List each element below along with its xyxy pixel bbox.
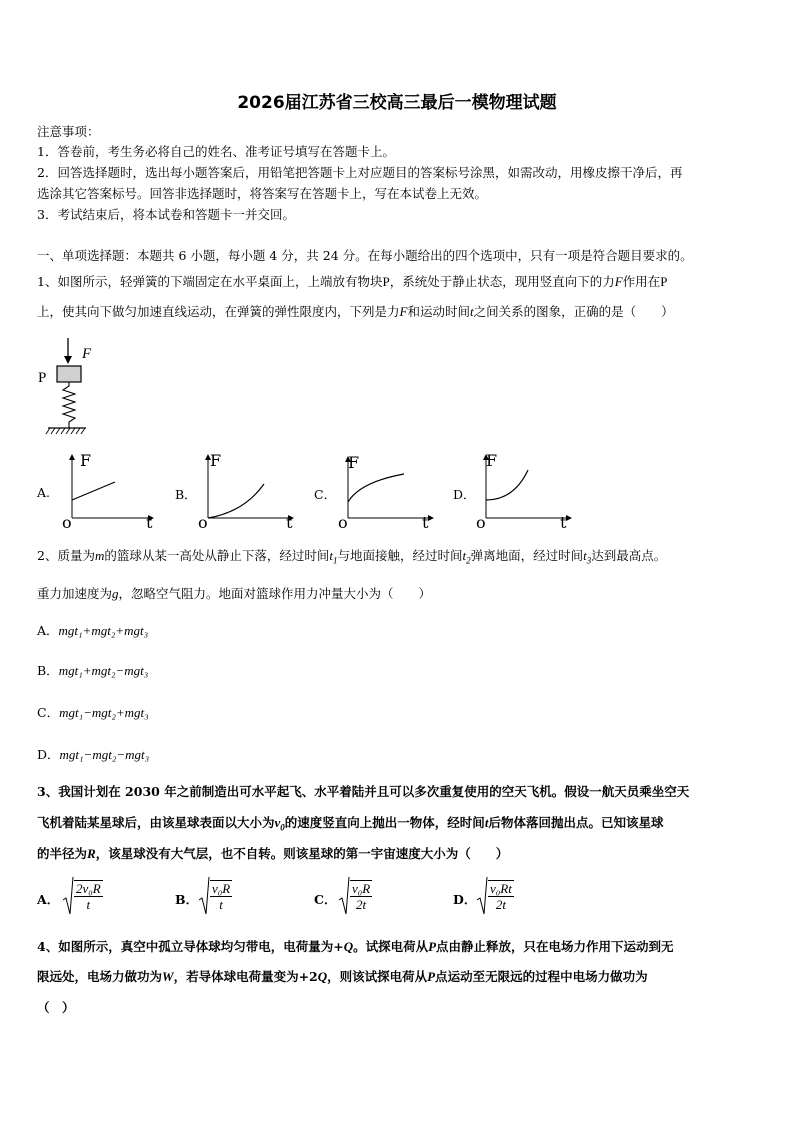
notice-heading: 注意事项：: [37, 124, 100, 139]
q3-option-c-expr: $\frac{\text{v₀R}}{2t}$: [338, 876, 372, 920]
sqrt-symbol: [198, 876, 210, 916]
sqrt-symbol: [62, 876, 74, 916]
q1-option-c-label[interactable]: C．: [314, 487, 337, 502]
q3-option-a-label[interactable]: A．: [37, 892, 60, 907]
q4-line-1: 4、如图所示，真空中孤立导体球均匀带电，电荷量为+Q。试探电荷从P点由静止释放，只在电场力作用下运动到无: [37, 939, 674, 954]
block-P: [57, 366, 81, 382]
q1-option-a-label[interactable]: A.: [37, 485, 51, 500]
q1-option-b-label[interactable]: B．: [175, 487, 197, 502]
svg-text:F: F: [210, 452, 222, 470]
q1-option-b-graph: [196, 452, 296, 530]
q1-option-d-graph: [474, 452, 574, 530]
section-heading: 一、单项选择题：本题共 6 小题，每小题 4 分，共 24 分。在每小题给出的四个选项中，只有一项是符合题目要求的。: [37, 248, 693, 263]
sqrt-symbol: [338, 876, 350, 916]
q3-line-1: 3、我国计划在 2030 年之前制造出可水平起飞、水平着陆并且可以多次重复使用的空天飞机。假设一航天员乘坐空天: [37, 784, 690, 799]
q1-option-d-label[interactable]: D．: [453, 487, 476, 502]
q2-option-b[interactable]: B．mgt₁+mgt₂−mgt₃: [37, 663, 149, 678]
q3-option-b-expr: $\frac{\text{v₀R}}{t}$: [198, 876, 232, 920]
svg-text:o: o: [198, 513, 208, 530]
q1-line-1: 1、如图所示，轻弹簧的下端固定在水平桌面上，上端放有物块P，系统处于静止状态，现用竖直向下的力F作用在P: [37, 274, 668, 289]
svg-text:o: o: [62, 513, 72, 530]
q2-option-a[interactable]: A．mgt₁+mgt₂+mgt₃: [37, 623, 149, 638]
q2-option-d[interactable]: D．mgt₁−mgt₂−mgt₃: [37, 747, 150, 762]
svg-text:o: o: [476, 513, 486, 530]
sqrt-symbol: [476, 876, 488, 916]
svg-text:t: t: [560, 513, 567, 530]
svg-text:t: t: [286, 513, 293, 530]
q4-answer-blank: （ ）: [37, 1000, 75, 1015]
spring: [63, 382, 75, 428]
svg-text:t: t: [422, 513, 429, 530]
svg-text:t: t: [146, 513, 153, 530]
q3-line-3: 的半径为R，该星球没有大气层，也不自转。则该星球的第一宇宙速度大小为（ ）: [37, 846, 509, 861]
notice-item-1: 1．答卷前，考生务必将自己的姓名、准考证号填写在答题卡上。: [37, 144, 395, 159]
svg-text:F: F: [80, 452, 92, 470]
q3-option-c-label[interactable]: C．: [314, 892, 337, 907]
q1-option-a-graph: [60, 452, 155, 530]
q3-option-d-expr: $\frac{\text{v₀Rt}}{2t}$: [476, 876, 514, 920]
q1-fig-label-F: F: [82, 346, 92, 362]
q2-line-2: 重力加速度为g，忽略空气阻力。地面对篮球作用力冲量大小为（ ）: [37, 586, 432, 601]
svg-text:F: F: [486, 452, 498, 470]
page-title: 2026届江苏省三校高三最后一模物理试题: [237, 93, 557, 113]
svg-text:F: F: [348, 453, 360, 472]
q4-line-2: 限远处，电场力做功为W，若导体球电荷量变为+2Q，则该试探电荷从P点运动至无限远的过程中电场力做功为: [37, 969, 648, 984]
q2-option-c[interactable]: C．mgt₁−mgt₂+mgt₃: [37, 705, 149, 720]
notice-item-2-cont: 选涂其它答案标号。回答非选择题时，将答案写在答题卡上，写在本试卷上无效。: [37, 186, 488, 201]
q1-spring-figure: [36, 336, 106, 440]
svg-text:o: o: [338, 513, 348, 530]
notice-item-2: 2．回答选择题时，选出每小题答案后，用铅笔把答题卡上对应题目的答案标号涂黑，如需改动，用橡皮擦干净后，再: [37, 165, 683, 180]
q1-line-2: 上，使其向下做匀加速直线运动，在弹簧的弹性限度内，下列是力F和运动时间t之间关系的图象，正确的是（ ）: [37, 304, 674, 319]
q1-option-c-graph: [336, 452, 436, 530]
q3-line-2: 飞机着陆某星球后，由该星球表面以大小为$v_0$的速度竖直向上抛出一物体，经时间t后物体落回抛出点。已知该星球: [37, 815, 664, 833]
q3-option-d-label[interactable]: D．: [453, 892, 477, 907]
q2-line-1: 2、质量为m的篮球从某一高处从静止下落，经过时间$t_1$与地面接触，经过时间$t_2$弹离地面，经过时间$t_3$达到最高点。: [37, 548, 667, 566]
q3-option-b-label[interactable]: B．: [175, 892, 199, 907]
q3-option-a-expr: $\frac{\text{2v₀R}}{t}$: [62, 876, 103, 920]
notice-item-3: 3．考试结束后，将本试卷和答题卡一并交回。: [37, 207, 295, 222]
q1-fig-label-P: P: [38, 370, 47, 386]
